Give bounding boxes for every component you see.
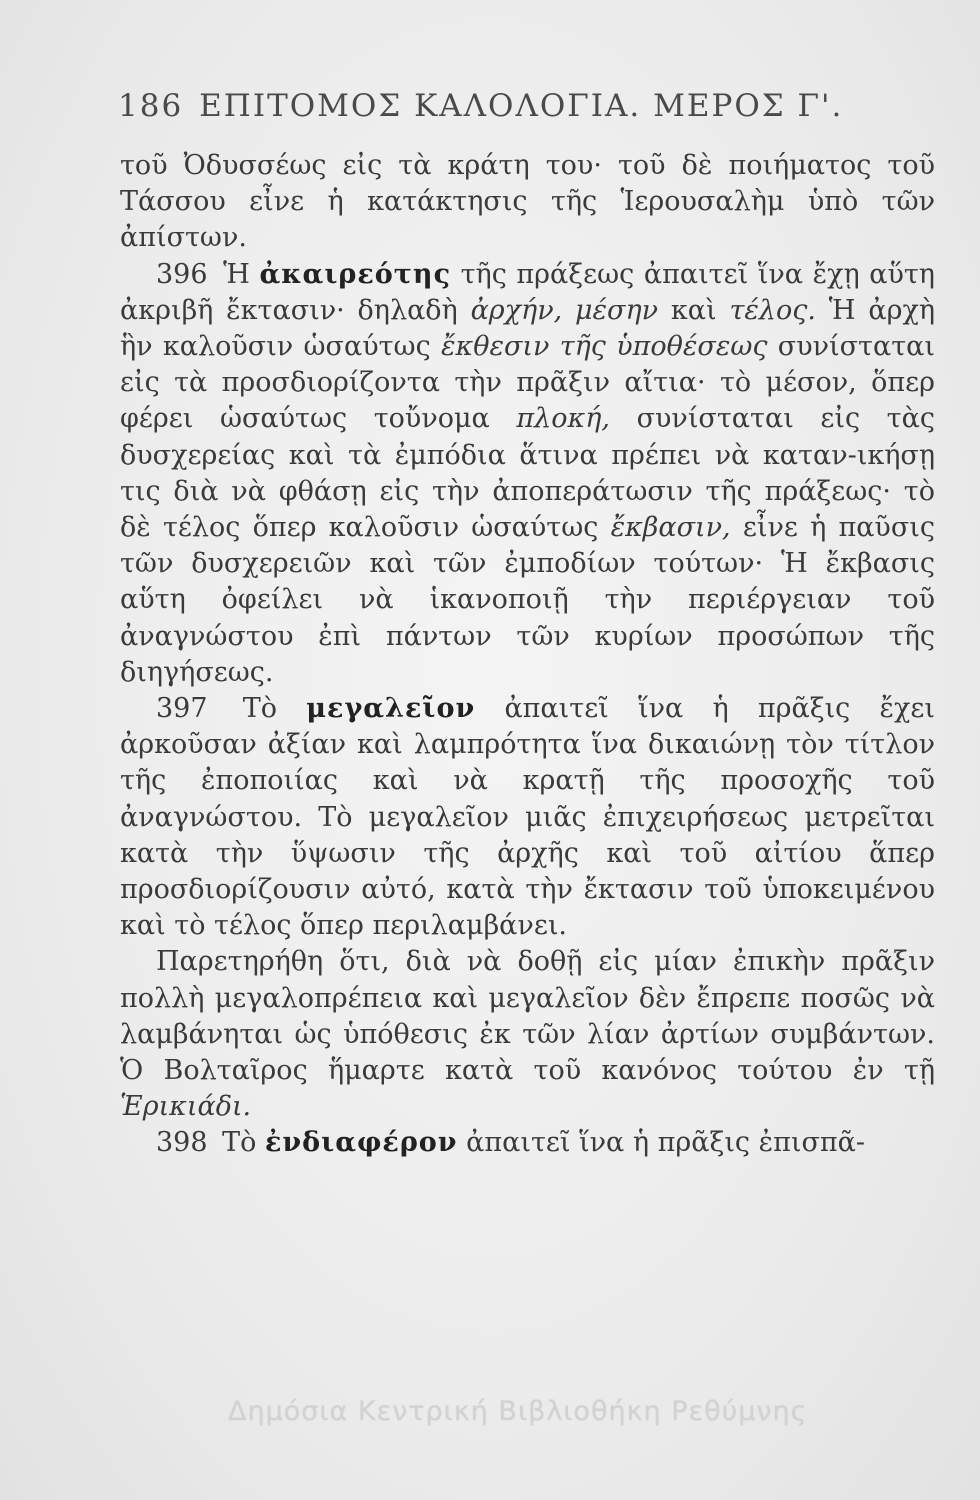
italic-term: ἀρχήν, μέσην: [470, 294, 659, 326]
section-term: μεγαλεῖον: [306, 693, 476, 725]
section-text: τῆς πράξεως ἀπαιτεῖ ἵνα ἔχῃ αὕτη ἀκριβῆ ἔκτασιν· δηλαδὴ: [120, 258, 935, 326]
section-396: [120, 257, 935, 691]
section-number: 398: [156, 1127, 208, 1159]
italic-term: τέλος.: [729, 294, 816, 326]
page-number: 186: [118, 88, 184, 124]
section-number: 396: [156, 258, 208, 290]
section-lead: Τὸ: [222, 1127, 257, 1159]
observation-paragraph: [120, 944, 935, 1125]
body-text: [120, 148, 935, 1162]
section-398: [120, 1125, 935, 1161]
section-text: ἀπαιτεῖ ἵνα ἡ πρᾶξις ἔχει ἀρκοῦσαν ἀξίαν καὶ λαμπρότητα ἵνα δικαιώνῃ τὸν τίτλον τῆς ἐποποιίας καὶ νὰ κρατῇ τῆς προσοχῆς τοῦ ἀναγνώστου. Τὸ μεγαλεῖον μιᾶς ἐπιχειρήσεως μετρεῖται κατὰ τὴν ὕψωσιν τῆς ἀρχῆς καὶ τοῦ αἰτίου ἅπερ προσδιορίζουσιν αὐτό, κατὰ τὴν ἔκτασιν τοῦ ὑποκειμένου καὶ τὸ τέλος ὅπερ περιλαμβάνει.: [120, 693, 935, 942]
section-text: συνίσταται εἰς τὰς δυσχερείας καὶ τὰ ἐμπόδια ἅτινα πρέπει νὰ καταν‑ικήσῃ τις διὰ νὰ φθάσῃ εἰς τὴν ἀποπεράτωσιν τῆς πράξεως· τὸ δὲ τέλος ὅπερ καλοῦσιν ὡσαύτως: [120, 403, 935, 544]
section-text: ἀπαιτεῖ ἵνα ἡ πρᾶξις ἐπισπᾶ‑: [466, 1127, 865, 1159]
section-lead: Τὸ: [242, 693, 278, 725]
italic-title: Ἑρικιάδι.: [120, 1091, 252, 1123]
section-text: συνίσταται εἰς τὰ προσδιορίζοντα τὴν πρᾶξιν αἴτια· τὸ μέσον, ὅπερ φέρει ὡσαύτως τοὔνομα: [120, 331, 935, 435]
paragraph-continued: [120, 148, 935, 257]
section-term: ἐνδιαφέρον: [265, 1127, 458, 1159]
section-397: [120, 691, 935, 944]
section-text: Ἡ ἀρχὴ ἣν καλοῦσιν ὡσαύτως: [120, 294, 936, 363]
section-text: καὶ: [670, 294, 717, 326]
section-text: εἶνε ἡ παῦσις τῶν δυσχερειῶν καὶ τῶν ἐμποδίων τούτων· Ἡ ἔκβασις αὕτη ὀφείλει νὰ ἱκανοποιῇ τὴν περιέργειαν τοῦ ἀναγνώστου ἐπὶ πάντων τῶν κυρίων προσώπων τῆς διηγήσεως.: [120, 512, 935, 688]
library-watermark: Δημόσια Κεντρική Βιβλιοθήκη Ρεθύμνης: [228, 1396, 808, 1427]
section-number: 397: [156, 693, 208, 725]
paragraph-text: Παρετηρήθη ὅτι, διὰ νὰ δοθῇ εἰς μίαν ἐπικὴν πρᾶξιν πολλὴ μεγαλοπρέπεια καὶ μεγαλεῖον δὲν ἔπρεπε ποσῶς νὰ λαμβάνηται ὡς ὑπόθεσις ἐκ τῶν λίαν ἀρτίων συμβάντων. Ὁ Βολταῖρος ἥμαρτε κατὰ τοῦ κανόνος τούτου ἐν τῇ: [120, 946, 935, 1087]
italic-term: ἔκβασιν,: [610, 512, 731, 544]
running-title: ΕΠΙΤΟΜΟΣ ΚΑΛΟΛΟΓΙΑ. ΜΕΡΟΣ Γ'.: [199, 88, 844, 124]
page-header: [118, 88, 843, 124]
section-term: ἀκαιρεότης: [259, 258, 452, 290]
paragraph-text: τοῦ Ὀδυσσέως εἰς τὰ κράτη του· τοῦ δὲ ποιήματος τοῦ Τάσσου εἶνε ἡ κατάκτησις τῆς Ἱερουσαλὴμ ὑπὸ τῶν ἀπίστων.: [120, 150, 935, 254]
italic-term: πλοκή,: [516, 403, 610, 435]
italic-term: ἔκθεσιν τῆς ὑποθέσεως: [441, 331, 768, 363]
section-lead: Ἡ: [223, 258, 250, 290]
